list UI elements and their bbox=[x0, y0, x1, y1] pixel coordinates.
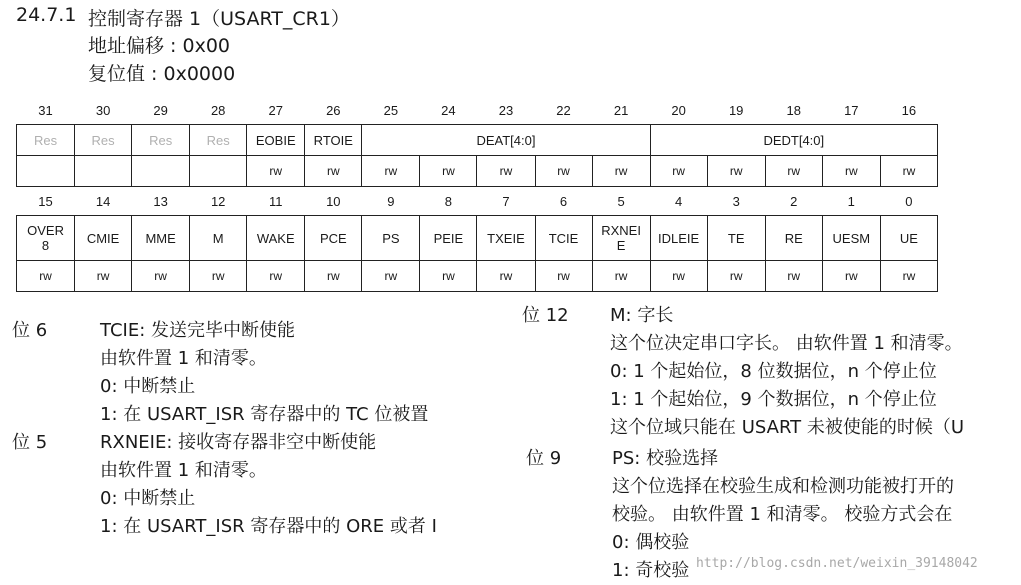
access-cell bbox=[17, 156, 75, 187]
field-cell: WAKE bbox=[247, 216, 305, 261]
access-cell: rw bbox=[822, 261, 880, 292]
bit9-desc-line: 这个位选择在校验生成和检测功能被打开的 bbox=[612, 476, 954, 497]
upper-field-names-row bbox=[17, 125, 938, 156]
bit-number: 29 bbox=[153, 102, 168, 118]
access-cell: rw bbox=[362, 156, 420, 187]
bit-number: 23 bbox=[498, 102, 514, 118]
field-cell: TXEIE bbox=[477, 216, 535, 261]
bit-number: 21 bbox=[613, 102, 629, 118]
bit12-desc-line: 这个位决定串口字长。 由软件置 1 和清零。 bbox=[610, 333, 963, 354]
bit-number: 7 bbox=[502, 193, 510, 209]
lower-field-names-row bbox=[17, 216, 938, 261]
field-cell bbox=[17, 216, 75, 261]
upper-bit-numbers-row bbox=[17, 96, 938, 125]
access-cell: rw bbox=[592, 261, 650, 292]
bit9-desc-line: 1: 奇校验 bbox=[612, 560, 690, 581]
bit6-field-name: TCIE: 发送完毕中断使能 bbox=[100, 320, 295, 341]
bit5-field-name: RXNEIE: 接收寄存器非空中断使能 bbox=[100, 432, 377, 453]
access-cell: rw bbox=[75, 261, 132, 292]
bit5-desc-line: 由软件置 1 和清零。 bbox=[100, 460, 267, 481]
bit-number: 30 bbox=[95, 102, 111, 118]
access-cell: rw bbox=[880, 156, 937, 187]
field-cell: DEDT[4:0] bbox=[650, 125, 937, 156]
bit-number: 13 bbox=[153, 193, 168, 209]
bit12-desc-line: 1: 1 个起始位，9 个数据位，n 个停止位 bbox=[610, 389, 937, 410]
bit-number: 22 bbox=[556, 102, 571, 118]
address-offset: 地址偏移 : 0x00 bbox=[88, 35, 230, 57]
bit6-desc-line: 1: 在 USART_ISR 寄存器中的 TC 位被置 bbox=[100, 404, 429, 425]
access-cell: rw bbox=[650, 261, 707, 292]
bit-number: 15 bbox=[38, 193, 53, 209]
bit-number: 0 bbox=[905, 193, 913, 209]
bit-number: 26 bbox=[326, 102, 341, 118]
field-cell: CMIE bbox=[75, 216, 132, 261]
access-cell: rw bbox=[420, 261, 477, 292]
field-cell bbox=[592, 216, 650, 261]
bit9-label: 位 9 bbox=[526, 448, 562, 469]
bit-number: 12 bbox=[210, 193, 226, 209]
watermark-url: http://blog.csdn.net/weixin_39148042 bbox=[696, 556, 978, 571]
bit12-desc-line: 这个位域只能在 USART 未被使能的时候（U bbox=[610, 417, 965, 438]
access-cell bbox=[132, 156, 190, 187]
reset-value: 复位值 : 0x0000 bbox=[88, 63, 236, 85]
field-cell: UESM bbox=[822, 216, 880, 261]
field-cell: Res bbox=[75, 125, 132, 156]
field-cell: Res bbox=[190, 125, 247, 156]
bit-number: 8 bbox=[444, 193, 453, 209]
field-cell: MME bbox=[132, 216, 190, 261]
access-cell: rw bbox=[247, 156, 305, 187]
bit-number: 18 bbox=[786, 102, 801, 118]
bit6-desc-line: 由软件置 1 和清零。 bbox=[100, 348, 267, 369]
access-cell: rw bbox=[707, 261, 765, 292]
field-cell: DEAT[4:0] bbox=[362, 125, 650, 156]
bit-number: 9 bbox=[387, 193, 395, 209]
field-cell: Res bbox=[17, 125, 75, 156]
lower-bit-numbers-row bbox=[17, 187, 938, 216]
field-cell-line: 8 bbox=[41, 238, 50, 253]
access-cell: rw bbox=[822, 156, 880, 187]
access-cell: rw bbox=[305, 156, 362, 187]
bit-number: 2 bbox=[790, 193, 798, 209]
access-cell: rw bbox=[190, 261, 247, 292]
bit-number: 20 bbox=[671, 102, 686, 118]
access-cell: rw bbox=[592, 156, 650, 187]
bit5-desc-line: 1: 在 USART_ISR 寄存器中的 ORE 或者 I bbox=[100, 516, 437, 537]
bit-number: 31 bbox=[38, 102, 53, 118]
field-cell: TCIE bbox=[535, 216, 592, 261]
bit12-label: 位 12 bbox=[522, 305, 569, 326]
register-bit-table bbox=[16, 96, 938, 292]
field-cell: Res bbox=[132, 125, 190, 156]
field-cell: M bbox=[190, 216, 247, 261]
field-cell: TE bbox=[707, 216, 765, 261]
bit-number: 16 bbox=[901, 102, 917, 118]
field-cell: UE bbox=[880, 216, 937, 261]
field-cell: PS bbox=[362, 216, 420, 261]
access-cell: rw bbox=[305, 261, 362, 292]
access-cell: rw bbox=[17, 261, 75, 292]
bit-number: 24 bbox=[441, 102, 456, 118]
field-cell-line: OVER bbox=[27, 223, 64, 238]
bit9-desc-line: 校验。 由软件置 1 和清零。 校验方式会在 bbox=[612, 504, 953, 525]
access-cell: rw bbox=[477, 156, 535, 187]
access-cell bbox=[190, 156, 247, 187]
field-cell: RTOIE bbox=[305, 125, 362, 156]
bit-number: 19 bbox=[728, 102, 744, 118]
access-cell: rw bbox=[765, 156, 822, 187]
field-cell: PCE bbox=[305, 216, 362, 261]
field-cell: EOBIE bbox=[247, 125, 305, 156]
bit5-desc-line: 0: 中断禁止 bbox=[100, 488, 196, 509]
bit-number: 10 bbox=[326, 193, 341, 209]
bit9-field-name: PS: 校验选择 bbox=[612, 448, 719, 469]
bit-number: 17 bbox=[844, 102, 859, 118]
access-cell bbox=[75, 156, 132, 187]
access-cell: rw bbox=[362, 261, 420, 292]
access-cell: rw bbox=[247, 261, 305, 292]
access-cell: rw bbox=[650, 156, 707, 187]
access-cell: rw bbox=[420, 156, 477, 187]
bit6-desc-line: 0: 中断禁止 bbox=[100, 376, 196, 397]
bit12-desc-line: 0: 1 个起始位，8 位数据位，n 个停止位 bbox=[610, 361, 937, 382]
upper-access-row bbox=[17, 156, 938, 187]
bit-number: 5 bbox=[617, 193, 625, 209]
access-cell: rw bbox=[535, 261, 592, 292]
register-title: 控制寄存器 1（USART_CR1） bbox=[88, 8, 350, 30]
bit-number: 3 bbox=[732, 193, 740, 209]
access-cell: rw bbox=[535, 156, 592, 187]
bit6-label: 位 6 bbox=[12, 320, 48, 341]
field-cell: PEIE bbox=[420, 216, 477, 261]
section-number: 24.7.1 bbox=[16, 4, 77, 26]
bit-number: 14 bbox=[95, 193, 111, 209]
access-cell: rw bbox=[707, 156, 765, 187]
lower-access-row bbox=[17, 261, 938, 292]
field-cell-line: E bbox=[616, 238, 626, 253]
field-cell-line: RXNEI bbox=[601, 223, 641, 238]
access-cell: rw bbox=[880, 261, 937, 292]
bit-number: 11 bbox=[269, 193, 283, 209]
bit-number: 25 bbox=[383, 102, 399, 118]
bit5-label: 位 5 bbox=[12, 432, 48, 453]
bit-number: 28 bbox=[210, 102, 226, 118]
bit9-desc-line: 0: 偶校验 bbox=[612, 532, 690, 553]
field-cell: RE bbox=[765, 216, 822, 261]
bit-number: 1 bbox=[847, 193, 855, 209]
access-cell: rw bbox=[477, 261, 535, 292]
field-cell: IDLEIE bbox=[650, 216, 707, 261]
bit12-field-name: M: 字长 bbox=[610, 305, 674, 326]
access-cell: rw bbox=[132, 261, 190, 292]
bit-number: 4 bbox=[675, 193, 683, 209]
bit-number: 6 bbox=[559, 193, 568, 209]
access-cell: rw bbox=[765, 261, 822, 292]
bit-number: 27 bbox=[268, 102, 283, 118]
